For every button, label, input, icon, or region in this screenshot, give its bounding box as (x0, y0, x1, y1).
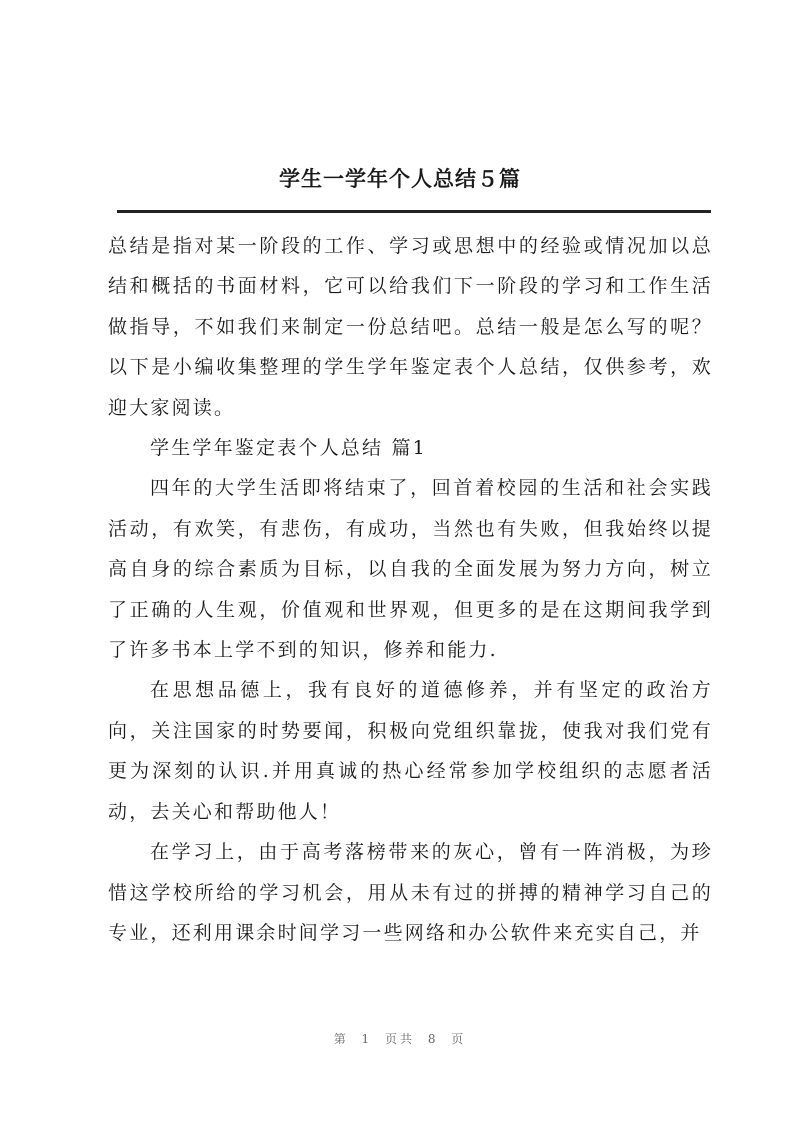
body-paragraph: 四年的大学生活即将结束了，回首着校园的生活和社会实践活动，有欢笑，有悲伤，有成功，当然也有失败，但我始终以提高自身的综合素质为目标，以自我的全面发展为努力方向，树立了正确的人生观，价值观和世界观，但更多的是在这期间我学到了许多书本上学不到的知识，修养和能力. (108, 477, 713, 662)
intro-paragraph: 总结是指对某一阶段的工作、学习或思想中的经验或情况加以总结和概括的书面材料，它可以给我们下一阶段的学习和工作生活做指导，不如我们来制定一份总结吧。总结一般是怎么写的呢？以下是小编收集整理的学生学年鉴定表个人总结，仅供参考，欢迎大家阅读。 (108, 235, 713, 419)
body-paragraph: 在思想品德上，我有良好的道德修养，并有坚定的政治方向，关注国家的时势要闻，积极向党组织靠拢，使我对我们党有更为深刻的认识.并用真诚的热心经常参加学校组织的志愿者活动，去关心和帮助他人！ (108, 679, 713, 823)
body-paragraph: 在学习上，由于高考落榜带来的灰心，曾有一阵消极，为珍惜这学校所给的学习机会，用从未有过的拼搏的精神学习自己的专业，还利用课余时间学习一些网络和办公软件来充实自己，并 (108, 841, 713, 944)
title-underline (117, 210, 711, 213)
page-footer: 第 1 页共 8 页 (333, 1032, 467, 1046)
section-heading: 学生学年鉴定表个人总结 篇1 (150, 437, 427, 460)
document-title: 学生一学年个人总结５篇 (279, 166, 521, 191)
document-body (108, 226, 713, 953)
